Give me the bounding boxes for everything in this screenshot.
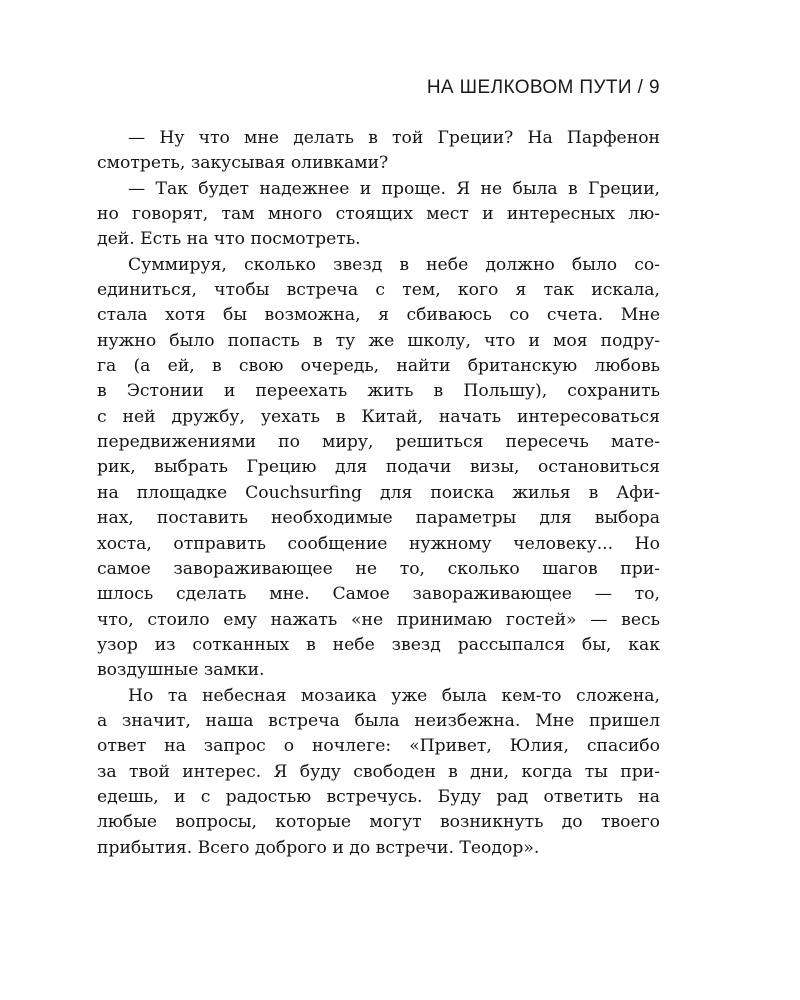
text-line: — Ну что мне делать в той Греции? На Парфенон [128, 128, 660, 148]
text-line: в Эстонии и переехать жить в Польшу), сохранить [97, 381, 660, 402]
text-line: стала хотя бы возможна, я сбиваюсь со счета. Мне [97, 305, 660, 326]
text-line: за твой интерес. Я буду свободен в дни, когда ты при- [97, 761, 660, 782]
text-line: хоста, отправить сообщение нужному человеку... Но [97, 533, 660, 554]
text-line: рик, выбрать Грецию для подачи визы, остановиться [97, 457, 660, 478]
text-line: воздушные замки. [97, 660, 265, 681]
text-line: самое завораживающее не то, сколько шагов при- [97, 558, 660, 579]
text-line: едешь, и с радостью встречусь. Буду рад ответить на [97, 786, 660, 807]
text-line: на площадке Couchsurfing для поиска жилья в Афи- [97, 482, 660, 503]
text-line: дей. Есть на что посмотреть. [97, 229, 361, 250]
text-line: смотреть, закусывая оливками? [97, 153, 389, 174]
text-line: единиться, чтобы встреча с тем, кого я так искала, [97, 280, 660, 301]
text-line: что, стоило ему нажать «не принимаю гостей» — весь [97, 609, 660, 630]
body-text [97, 126, 660, 861]
text-line: ответ на запрос о ночлеге: «Привет, Юлия, спасибо [97, 736, 660, 757]
text-line: Суммируя, сколько звезд в небе должно было со- [128, 254, 660, 275]
text-line: но говорят, там много стоящих мест и интересных лю- [97, 204, 660, 225]
text-line: нужно было попасть в ту же школу, что и моя подру- [97, 330, 660, 351]
text-line: а значит, наша встреча была неизбежна. Мне пришел [97, 710, 660, 731]
text-line: прибытия. Всего доброго и до встречи. Теодор». [97, 837, 540, 858]
text-line: Но та небесная мозаика уже была кем-то сложена, [128, 685, 660, 706]
text-line: га (а ей, в свою очередь, найти британскую любовь [97, 356, 660, 377]
text-line: узор из сотканных в небе звезд рассыпался бы, как [97, 634, 660, 655]
running-head: НА ШЕЛКОВОМ ПУТИ / 9 [426, 77, 660, 98]
text-line: шлось сделать мне. Самое завораживающее — то, [97, 584, 660, 605]
text-line: — Так будет надежнее и проще. Я не была в Греции, [128, 178, 660, 199]
text-line: с ней дружбу, уехать в Китай, начать интересоваться [97, 406, 660, 427]
text-line: нах, поставить необходимые параметры для выбора [97, 508, 660, 529]
text-line: любые вопросы, которые могут возникнуть до твоего [97, 812, 660, 833]
text-line: передвижениями по миру, решиться пересечь мате- [97, 432, 660, 453]
